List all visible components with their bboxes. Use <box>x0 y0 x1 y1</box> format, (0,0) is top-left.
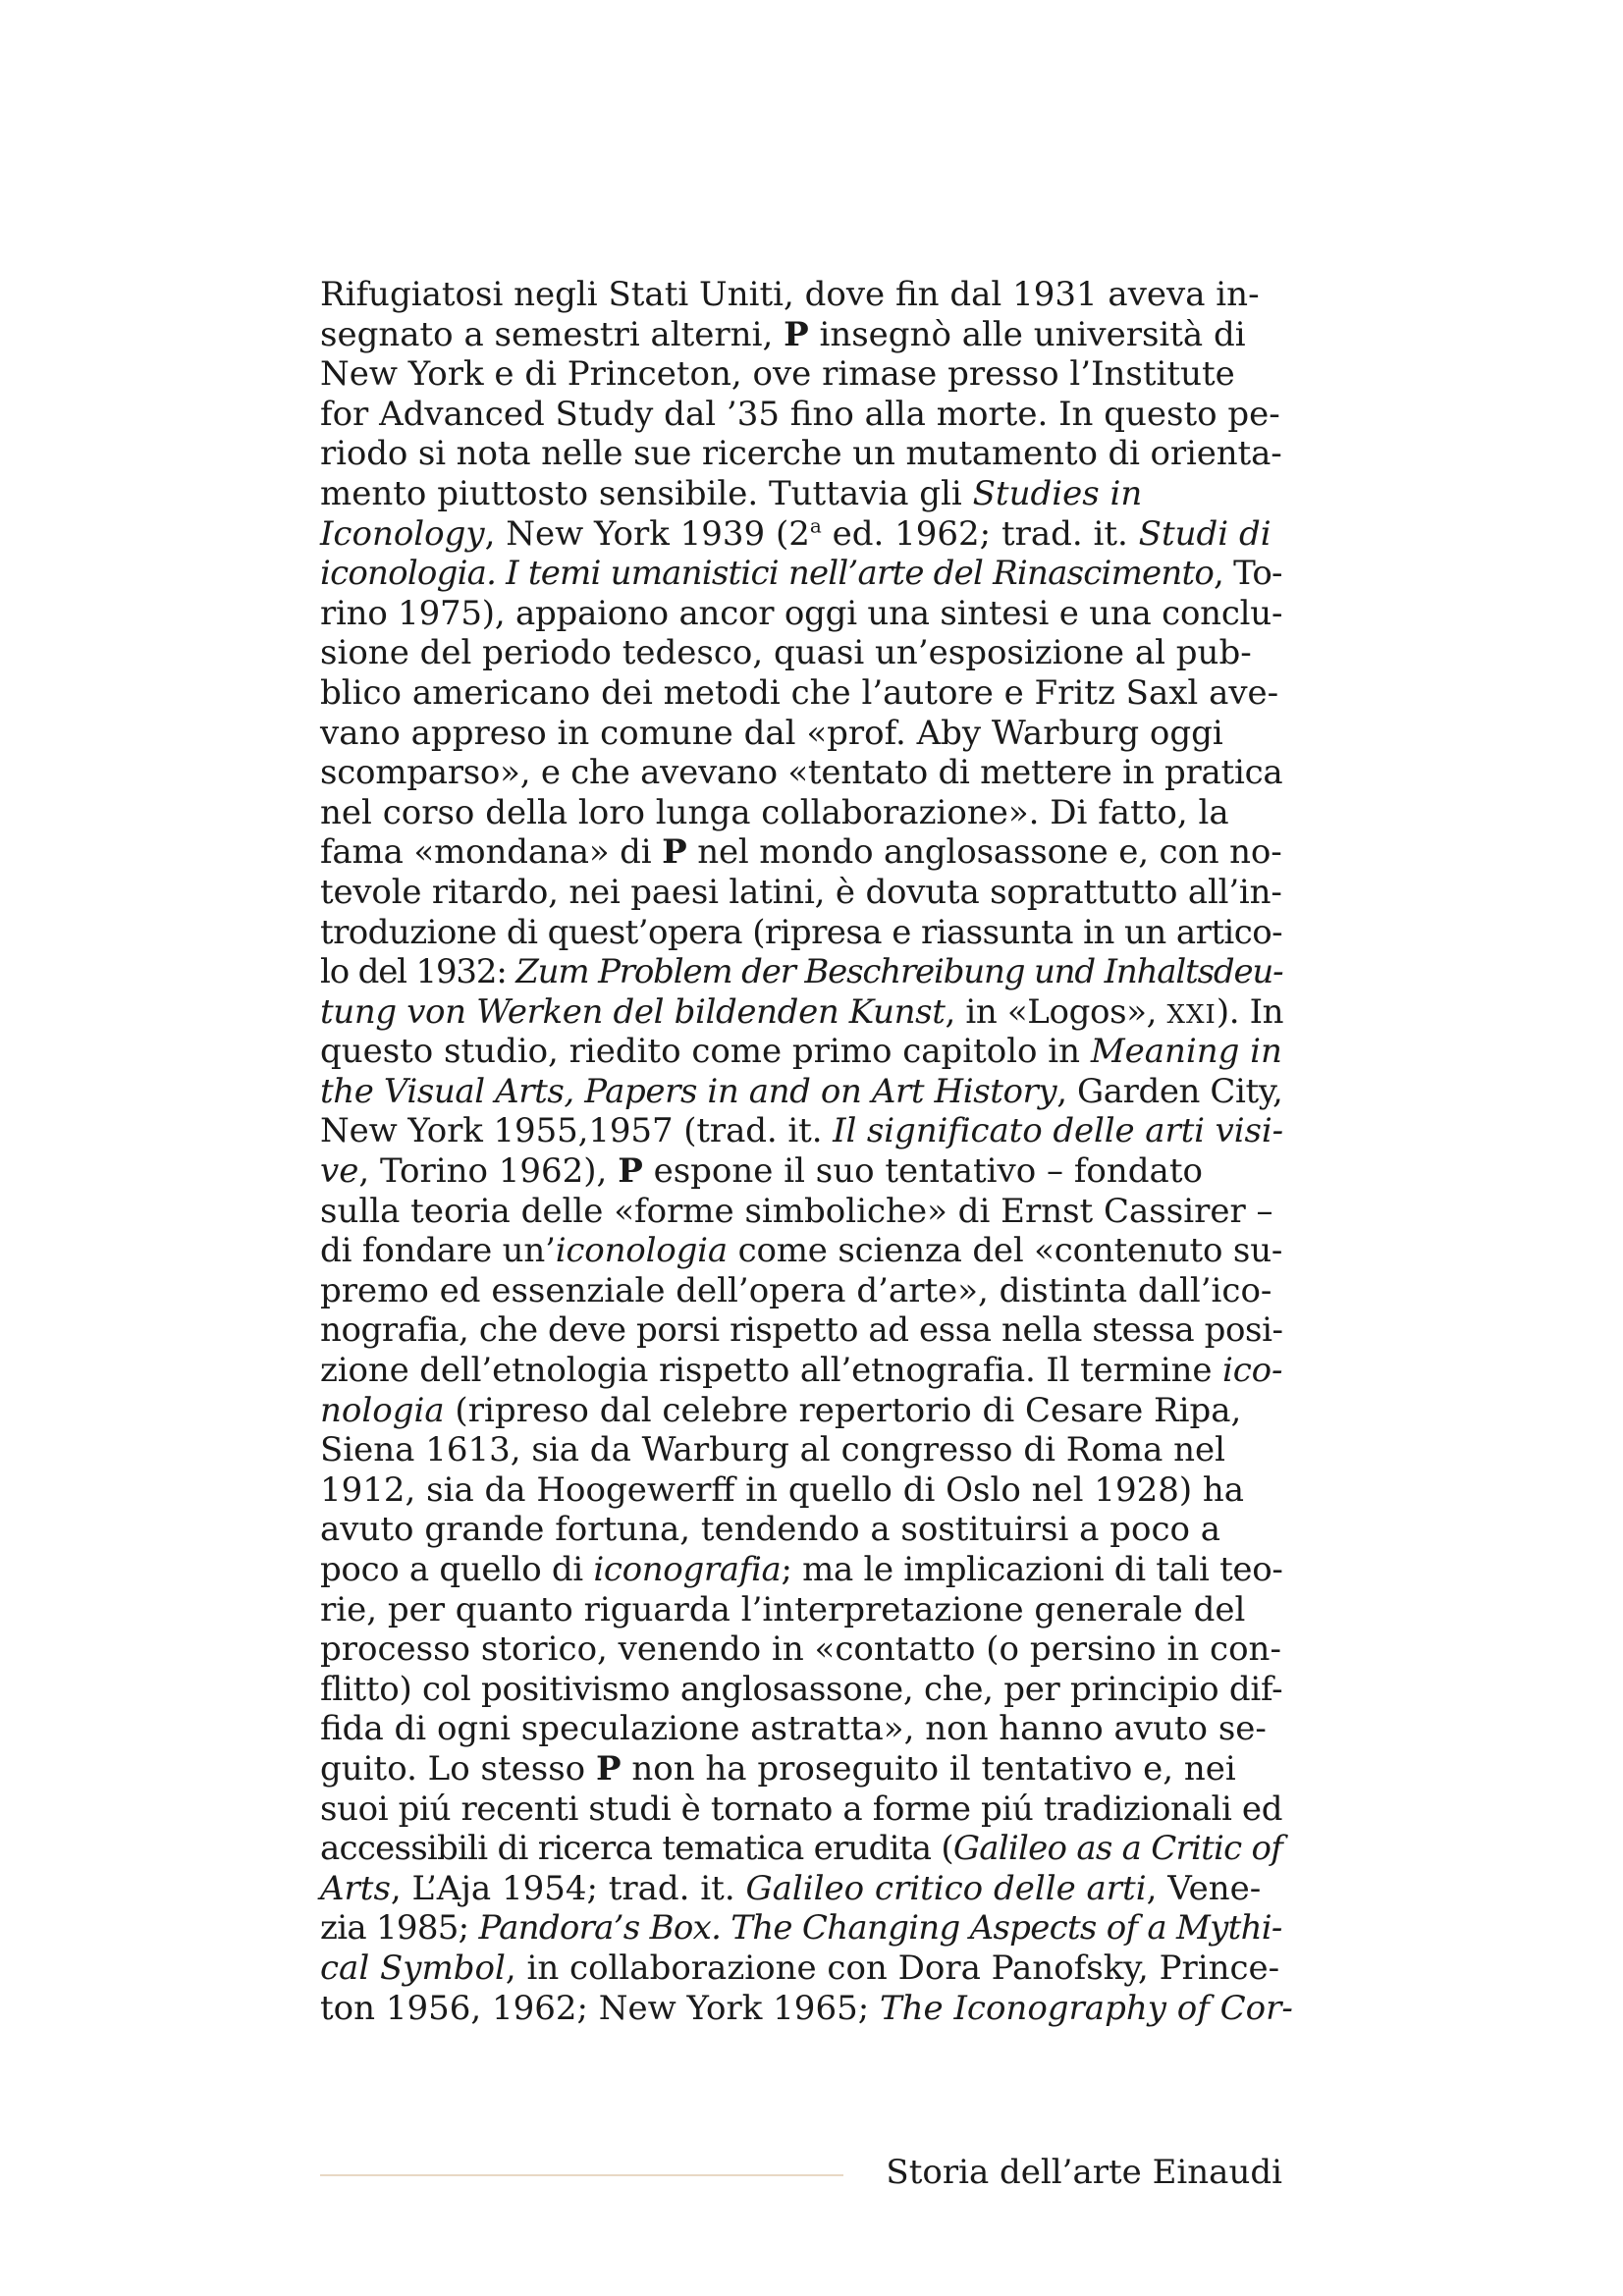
text-line <box>320 633 1282 673</box>
text-line <box>320 554 1282 594</box>
text-segment: avuto grande fortuna, tendendo a sostituirsi a poco a <box>320 1510 1221 1550</box>
text-line <box>320 1231 1282 1271</box>
text-line <box>320 514 1282 555</box>
text-line <box>320 873 1282 913</box>
text-segment: , Vene- <box>1146 1868 1262 1908</box>
text-line <box>320 714 1282 754</box>
text-line <box>320 434 1282 474</box>
text-line <box>320 1271 1282 1311</box>
text-line <box>320 832 1282 873</box>
text-line <box>320 1072 1282 1112</box>
text-line <box>320 474 1282 514</box>
footer-title: Storia dell’arte Einaudi <box>886 2153 1282 2192</box>
text-line <box>320 275 1282 315</box>
text-segment: processo storico, venendo in «contatto (o persino in con- <box>320 1629 1281 1670</box>
text-line <box>320 1789 1282 1830</box>
text-segment: segnato a semestri alterni, <box>320 314 784 354</box>
text-segment: insegnò alle università di <box>808 314 1246 354</box>
text-line <box>320 354 1282 395</box>
text-segment: for Advanced Study dal ’35 fino alla morte. In questo pe- <box>320 394 1280 434</box>
text-segment: nel mondo anglosassone e, con no- <box>686 832 1282 873</box>
text-line <box>320 1510 1282 1550</box>
text-segment: P <box>662 832 687 873</box>
text-segment: come scienza del «contenuto su- <box>727 1231 1283 1271</box>
text-line <box>320 753 1282 793</box>
text-line <box>320 1151 1282 1192</box>
text-line <box>320 992 1282 1033</box>
text-line <box>320 793 1282 833</box>
text-segment: non ha proseguito il tentativo e, nei <box>621 1748 1236 1789</box>
text-segment: iconologia <box>555 1231 728 1271</box>
text-segment: lo del 1932: <box>320 952 516 992</box>
text-segment: ; ma le implicazioni di tali teo- <box>781 1550 1283 1589</box>
text-segment: scomparso», e che avevano «tentato di mettere in pratica <box>320 753 1283 793</box>
text-segment: Iconology <box>320 513 485 554</box>
text-segment: poco a quello di <box>320 1550 594 1589</box>
text-line <box>320 913 1282 953</box>
text-segment: P <box>595 1748 622 1789</box>
text-segment: mento piuttosto sensibile. Tuttavia gli <box>320 473 973 513</box>
text-segment: zia 1985; <box>320 1908 479 1949</box>
text-line <box>320 1869 1282 1909</box>
text-segment: cal Symbol <box>320 1948 506 1988</box>
text-segment: sulla teoria delle «forme simboliche» di Ernst Cassirer – <box>320 1191 1273 1231</box>
text-segment: nel corso della loro lunga collaborazione». Di fatto, la <box>320 792 1229 832</box>
text-line <box>320 1550 1282 1590</box>
text-segment: ico- <box>1222 1351 1283 1391</box>
text-segment: premo ed essenziale dell’opera d’arte», distinta dall’ico- <box>320 1270 1272 1310</box>
text-line <box>320 1908 1282 1949</box>
text-segment: flitto) col positivismo anglosassone, che, per principio dif- <box>320 1669 1283 1709</box>
text-segment: , New York 1939 (2 <box>484 513 810 554</box>
text-segment: ve <box>320 1151 359 1192</box>
text-segment: rie, per quanto riguarda l’interpretazione generale del <box>320 1589 1246 1629</box>
text-line <box>320 1391 1282 1431</box>
text-line <box>320 1430 1282 1470</box>
text-segment: XXI <box>1166 999 1217 1030</box>
text-segment: ed. 1962; trad. it. <box>821 513 1139 554</box>
text-segment: , Torino 1962), <box>358 1151 619 1192</box>
text-line <box>320 1111 1282 1151</box>
text-line <box>320 1988 1293 2029</box>
text-segment: Siena 1613, sia da Warburg al congresso di Roma nel <box>320 1430 1226 1470</box>
text-line <box>320 1749 1282 1789</box>
text-line <box>320 1032 1282 1072</box>
text-segment: 1912, sia da Hoogewerff in quello di Oslo nel 1928) ha <box>320 1469 1245 1510</box>
text-line <box>320 1310 1282 1351</box>
text-segment: Studi di <box>1138 513 1271 554</box>
text-segment: Studies in <box>972 473 1143 513</box>
text-segment: , in collaborazione con Dora Panofsky, Prince- <box>505 1948 1280 1988</box>
text-line <box>320 1351 1282 1391</box>
text-segment: ton 1956, 1962; New York 1965; <box>320 1988 880 2028</box>
text-line <box>320 1949 1282 1989</box>
text-segment: Zum Problem der Beschreibung und Inhaltsdeu- <box>515 952 1283 992</box>
text-segment: , Garden City, <box>1056 1071 1283 1111</box>
text-segment: zione dell’etnologia rispetto all’etnografia. Il termine <box>320 1351 1223 1391</box>
text-segment: P <box>618 1151 643 1192</box>
text-segment: blico americano dei metodi che l’autore e Fritz Saxl ave- <box>320 672 1279 713</box>
text-segment: nologia <box>320 1390 445 1430</box>
text-segment: Il significato delle arti visi- <box>833 1111 1284 1151</box>
footer-rule <box>320 2174 843 2176</box>
text-segment: troduzione di quest’opera (ripresa e riassunta in un artico- <box>320 912 1283 952</box>
text-segment: New York e di Princeton, ove rimase presso l’Institute <box>320 354 1235 395</box>
text-segment: ). In <box>1216 991 1284 1032</box>
text-segment: iconografia <box>593 1550 782 1589</box>
text-line <box>320 673 1282 714</box>
text-segment: fida di ogni speculazione astratta», non hanno avuto se- <box>320 1709 1267 1749</box>
text-segment: The Iconography of Cor- <box>879 1988 1293 2028</box>
text-segment: di fondare un’ <box>320 1231 556 1271</box>
text-segment: iconologia. I temi umanistici nell’arte del Rinascimento <box>320 554 1215 594</box>
text-line <box>320 1470 1282 1511</box>
text-segment: rino 1975), appaiono ancor oggi una sintesi e una conclu- <box>320 593 1283 633</box>
text-line <box>320 594 1282 634</box>
text-segment: P <box>784 314 809 354</box>
text-line <box>320 1829 1282 1869</box>
text-line <box>320 1629 1282 1670</box>
text-segment: tevole ritardo, nei paesi latini, è dovuta soprattutto all’in- <box>320 872 1282 912</box>
text-segment: espone il suo tentativo – fondato <box>642 1151 1203 1192</box>
text-segment: Galileo as a Critic of <box>952 1829 1283 1869</box>
text-segment: New York 1955,1957 (trad. it. <box>320 1111 834 1151</box>
text-segment: Arts <box>320 1868 391 1908</box>
text-segment: (ripreso dal celebre repertorio di Cesare Ripa, <box>444 1390 1242 1430</box>
text-segment: , To- <box>1214 554 1282 594</box>
text-segment: tung von Werken del bildenden Kunst <box>320 991 946 1032</box>
text-segment: Meaning in <box>1090 1032 1282 1072</box>
text-line <box>320 1590 1282 1630</box>
text-line <box>320 1709 1282 1749</box>
text-line <box>320 952 1282 992</box>
text-segment: the Visual Arts, Papers in and on Art History <box>320 1071 1057 1111</box>
text-segment: fama «mondana» di <box>320 832 663 873</box>
text-segment: Pandora’s Box. The Changing Aspects of a Mythi- <box>478 1908 1282 1949</box>
text-segment: , in «Logos», <box>945 991 1167 1032</box>
text-segment: , L’Aja 1954; trad. it. <box>390 1868 746 1908</box>
text-segment: nografia, che deve porsi rispetto ad essa nella stessa posi- <box>320 1310 1283 1351</box>
text-segment: a <box>809 513 822 538</box>
text-line <box>320 395 1282 435</box>
text-line <box>320 315 1282 355</box>
text-segment: guito. Lo stesso <box>320 1748 596 1789</box>
text-segment: accessibili di ricerca tematica erudita ( <box>320 1829 953 1869</box>
text-segment: Rifugiatosi negli Stati Uniti, dove fin dal 1931 aveva in- <box>320 275 1260 314</box>
text-line <box>320 1670 1282 1710</box>
text-segment: sione del periodo tedesco, quasi un’esposizione al pub- <box>320 633 1252 673</box>
text-segment: questo studio, riedito come primo capitolo in <box>320 1032 1091 1072</box>
text-segment: vano appreso in comune dal «prof. Aby Warburg oggi <box>320 713 1223 753</box>
text-segment: riodo si nota nelle sue ricerche un mutamento di orienta- <box>320 434 1282 474</box>
text-segment: Galileo critico delle arti <box>745 1868 1147 1908</box>
text-segment: suoi piú recenti studi è tornato a forme piú tradizionali ed <box>320 1789 1283 1829</box>
body-text <box>320 275 1293 2028</box>
text-line <box>320 1192 1282 1232</box>
